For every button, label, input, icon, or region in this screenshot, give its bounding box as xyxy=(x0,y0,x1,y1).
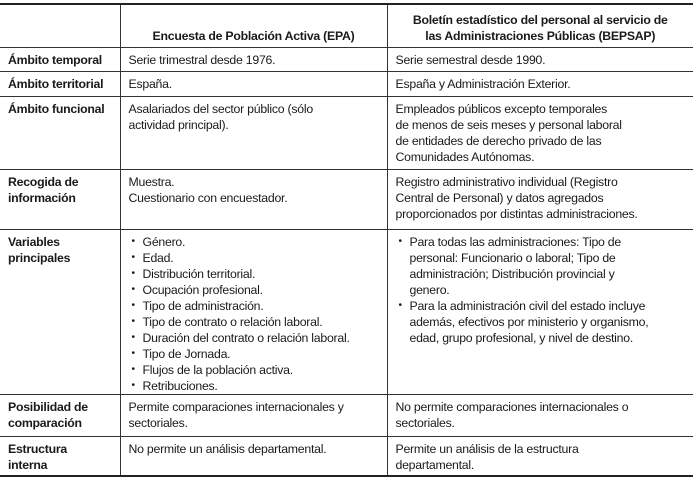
row-label xyxy=(0,394,120,436)
label-line: principales xyxy=(8,250,71,265)
cell-line: departamental. xyxy=(395,457,475,472)
bullet-line: genero. xyxy=(409,282,450,297)
label-line: información xyxy=(8,190,76,205)
table-row xyxy=(0,96,693,169)
bullet-item: • Edad. xyxy=(129,250,379,266)
label-line: Posibilidad de xyxy=(8,399,88,414)
cell-line: España y Administración Exterior. xyxy=(395,76,571,91)
bullet-item: • Tipo de contrato o relación laboral. xyxy=(129,314,379,330)
bullet-item: • Ocupación profesional. xyxy=(129,282,379,298)
cell-line: No permite comparaciones internacionales o xyxy=(395,399,629,414)
cell-line: actividad principal). xyxy=(128,117,229,132)
bepsap-cell xyxy=(387,169,693,229)
label-line: Estructura xyxy=(8,441,68,456)
bepsap-cell xyxy=(387,47,693,71)
cell-line: Muestra. xyxy=(128,174,175,189)
cell-line: Permite comparaciones internacionales y xyxy=(128,399,344,414)
bullet-item: • Duración del contrato o relación laboral. xyxy=(129,330,379,346)
label-line: interna xyxy=(8,457,48,472)
bullet-item: • Distribución territorial. xyxy=(129,266,379,282)
bullet-line: personal: Funcionario o laboral; Tipo de xyxy=(409,250,616,265)
cell-line: sectoriales. xyxy=(128,415,188,430)
bullet-item: • Para la administración civil del estado incluye xyxy=(396,298,686,314)
cell-line: de entidades de derecho privado de las xyxy=(395,133,602,148)
header-empty xyxy=(0,4,120,47)
epa-cell xyxy=(120,96,387,169)
row-label xyxy=(0,71,120,96)
bullet-item: • Retribuciones. xyxy=(129,378,379,394)
bullet-line: además, efectivos por ministerio y organismo, xyxy=(409,314,649,329)
bepsap-cell xyxy=(387,436,693,476)
cell-line: Empleados públicos excepto temporales xyxy=(395,101,608,116)
bullet-item: • Para todas las administraciones: Tipo de xyxy=(396,234,686,250)
bepsap-cell xyxy=(387,96,693,169)
table-row xyxy=(0,394,693,436)
header-bepsap xyxy=(387,4,693,47)
row-label xyxy=(0,47,120,71)
label-line: Ámbito funcional xyxy=(8,101,105,116)
label-line: Ámbito territorial xyxy=(8,76,104,91)
cell-line: No permite un análisis departamental. xyxy=(128,441,327,456)
table-row xyxy=(0,436,693,476)
cell-line: Permite un análisis de la estructura xyxy=(395,441,579,456)
epa-cell xyxy=(120,394,387,436)
row-label xyxy=(0,96,120,169)
cell-line: sectoriales. xyxy=(395,415,455,430)
bullet-item: • Tipo de administración. xyxy=(129,298,379,314)
label-line: Recogida de xyxy=(8,174,79,189)
label-line: comparación xyxy=(8,415,82,430)
cell-line: Asalariados del sector público (sólo xyxy=(128,101,313,116)
table-row xyxy=(0,71,693,96)
epa-cell xyxy=(120,169,387,229)
epa-cell xyxy=(120,436,387,476)
label-line: Variables xyxy=(8,234,60,249)
bullet-line: administración; Distribución provincial y xyxy=(409,266,615,281)
table-row xyxy=(0,47,693,71)
epa-cell xyxy=(120,47,387,71)
cell-line: Registro administrativo individual (Registro xyxy=(395,174,618,189)
epa-cell xyxy=(120,71,387,96)
bepsap-cell xyxy=(387,71,693,96)
row-label xyxy=(0,436,120,476)
cell-line: Serie trimestral desde 1976. xyxy=(128,52,276,67)
cell-line: Central de Personal) y datos agregados xyxy=(395,190,604,205)
row-label xyxy=(0,169,120,229)
comparison-table xyxy=(0,3,693,477)
cell-line: Cuestionario con encuestador. xyxy=(128,190,288,205)
bullet-item: • Género. xyxy=(129,234,379,250)
label-line: Ámbito temporal xyxy=(8,52,102,67)
header-epa-label: Encuesta de Población Activa (EPA) xyxy=(152,28,355,43)
table-row xyxy=(0,229,693,394)
cell-line: España. xyxy=(128,76,172,91)
cell-line: de menos de seis meses y personal laboral xyxy=(395,117,622,132)
cell-line: Comunidades Autónomas. xyxy=(395,149,535,164)
epa-cell xyxy=(120,229,387,394)
header-epa xyxy=(120,4,387,47)
row-label xyxy=(0,229,120,394)
table-row xyxy=(0,169,693,229)
cell-line: Serie semestral desde 1990. xyxy=(395,52,546,67)
header-bepsap-line: Boletín estadístico del personal al servicio de xyxy=(412,12,668,27)
header-bepsap-line: las Administraciones Públicas (BEPSAP) xyxy=(425,28,656,43)
cell-line: proporcionados por distintas administraciones. xyxy=(395,206,638,221)
bepsap-cell xyxy=(387,394,693,436)
bullet-item: • Tipo de Jornada. xyxy=(129,346,379,362)
bullet-line: edad, grupo profesional, y nivel de destino. xyxy=(409,330,633,345)
table-header-row xyxy=(0,4,693,47)
bepsap-cell xyxy=(387,229,693,394)
bullet-item: • Flujos de la población activa. xyxy=(129,362,379,378)
